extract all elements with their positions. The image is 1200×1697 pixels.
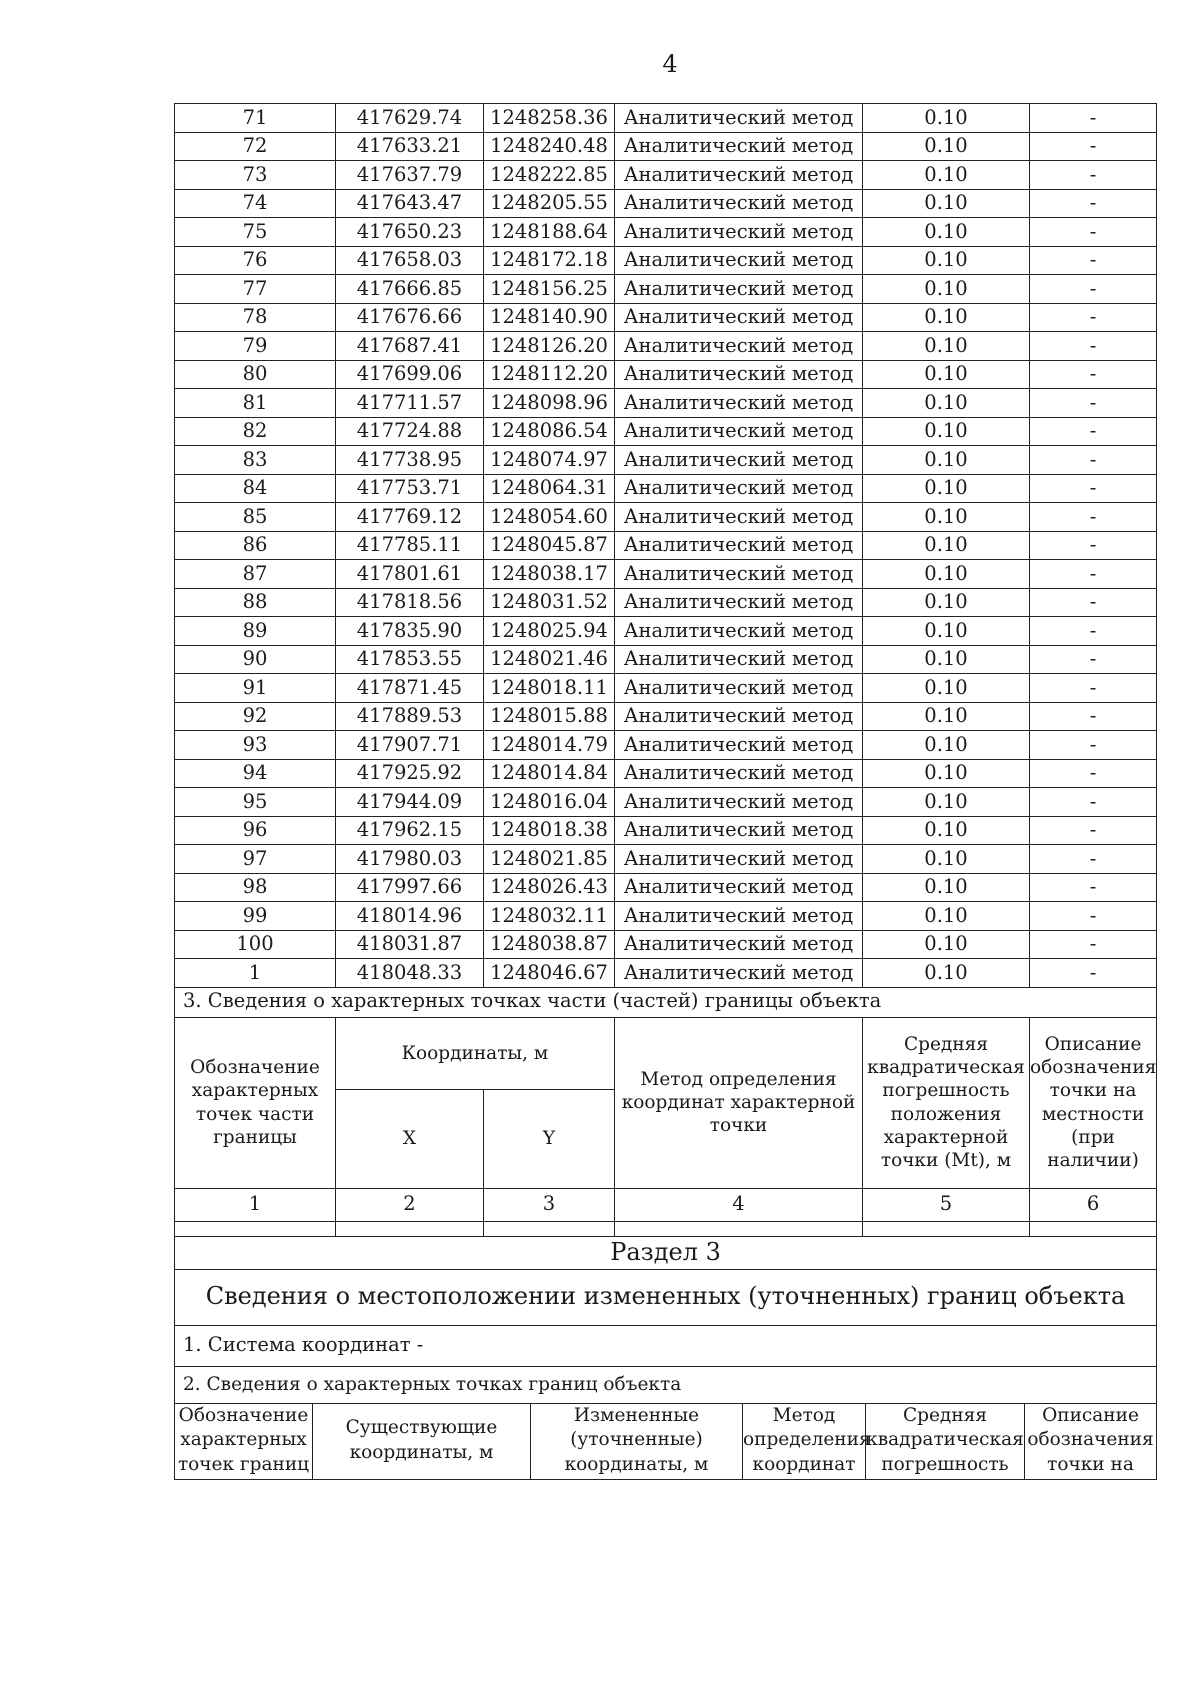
point-number-cell: 78 bbox=[175, 303, 336, 332]
col-header-error: Средняя квадратическая погрешность положения характерной точки (Mt), м bbox=[863, 1017, 1030, 1188]
col-header-description: Описание обозначения точки на местности (при наличии) bbox=[1030, 1017, 1157, 1188]
table-row bbox=[175, 360, 1157, 389]
point-number-cell: 90 bbox=[175, 645, 336, 674]
point-number-cell: 91 bbox=[175, 674, 336, 703]
description-cell: - bbox=[1030, 788, 1157, 817]
coord-x-cell: 417769.12 bbox=[336, 503, 484, 532]
coord-x-cell: 417962.15 bbox=[336, 816, 484, 845]
coord-y-cell: 1248205.55 bbox=[484, 189, 615, 218]
point-number-cell: 100 bbox=[175, 930, 336, 959]
method-cell: Аналитический метод bbox=[615, 788, 863, 817]
table-row bbox=[175, 930, 1157, 959]
description-cell: - bbox=[1030, 275, 1157, 304]
coord-y-cell: 1248054.60 bbox=[484, 503, 615, 532]
method-cell: Аналитический метод bbox=[615, 503, 863, 532]
point-number-cell: 93 bbox=[175, 731, 336, 760]
table-row bbox=[175, 674, 1157, 703]
table-row bbox=[175, 503, 1157, 532]
points-section-title: 2. Сведения о характерных точках границ объекта bbox=[175, 1366, 1157, 1403]
error-value-cell: 0.10 bbox=[863, 275, 1030, 304]
error-value-cell: 0.10 bbox=[863, 617, 1030, 646]
table-row bbox=[175, 788, 1157, 817]
method-cell: Аналитический метод bbox=[615, 588, 863, 617]
error-value-cell: 0.10 bbox=[863, 930, 1030, 959]
description-cell: - bbox=[1030, 218, 1157, 247]
coord-y-cell: 1248156.25 bbox=[484, 275, 615, 304]
description-cell: - bbox=[1030, 332, 1157, 361]
section-subtitle: Сведения о местоположении измененных (уточненных) границ объекта bbox=[175, 1269, 1157, 1325]
coord-x-cell: 417633.21 bbox=[336, 132, 484, 161]
coord-y-cell: 1248140.90 bbox=[484, 303, 615, 332]
empty-cell bbox=[175, 1221, 336, 1236]
col-number-4: 4 bbox=[615, 1188, 863, 1221]
description-cell: - bbox=[1030, 645, 1157, 674]
coord-y-cell: 1248064.31 bbox=[484, 474, 615, 503]
parts-section-title: 3. Сведения о характерных точках части (частей) границы объекта bbox=[175, 987, 1157, 1018]
section-heading: Раздел 3 bbox=[175, 1236, 1157, 1269]
coord-y-cell: 1248098.96 bbox=[484, 389, 615, 418]
coord-x-cell: 417753.71 bbox=[336, 474, 484, 503]
coord-y-cell: 1248031.52 bbox=[484, 588, 615, 617]
col-header-designation: Обозначение характерных точек границ bbox=[175, 1403, 313, 1480]
error-value-cell: 0.10 bbox=[863, 959, 1030, 988]
point-number-cell: 80 bbox=[175, 360, 336, 389]
coord-y-cell: 1248016.04 bbox=[484, 788, 615, 817]
col-number-2: 2 bbox=[336, 1188, 484, 1221]
error-value-cell: 0.10 bbox=[863, 360, 1030, 389]
error-value-cell: 0.10 bbox=[863, 218, 1030, 247]
description-cell: - bbox=[1030, 474, 1157, 503]
coord-x-cell: 417711.57 bbox=[336, 389, 484, 418]
method-cell: Аналитический метод bbox=[615, 759, 863, 788]
point-number-cell: 97 bbox=[175, 845, 336, 874]
description-cell: - bbox=[1030, 560, 1157, 589]
description-cell: - bbox=[1030, 389, 1157, 418]
method-cell: Аналитический метод bbox=[615, 132, 863, 161]
coord-y-cell: 1248015.88 bbox=[484, 702, 615, 731]
col-header-method: Метод определения координат bbox=[743, 1403, 866, 1480]
method-cell: Аналитический метод bbox=[615, 674, 863, 703]
table-row bbox=[175, 104, 1157, 133]
table-row bbox=[175, 218, 1157, 247]
point-number-cell: 86 bbox=[175, 531, 336, 560]
table-row bbox=[175, 303, 1157, 332]
coord-y-cell: 1248074.97 bbox=[484, 446, 615, 475]
error-value-cell: 0.10 bbox=[863, 503, 1030, 532]
description-cell: - bbox=[1030, 246, 1157, 275]
description-cell: - bbox=[1030, 873, 1157, 902]
error-value-cell: 0.10 bbox=[863, 731, 1030, 760]
coord-y-cell: 1248112.20 bbox=[484, 360, 615, 389]
error-value-cell: 0.10 bbox=[863, 674, 1030, 703]
coord-x-cell: 417738.95 bbox=[336, 446, 484, 475]
coord-x-cell: 417699.06 bbox=[336, 360, 484, 389]
error-value-cell: 0.10 bbox=[863, 132, 1030, 161]
col-header-y: Y bbox=[484, 1089, 615, 1188]
point-number-cell: 73 bbox=[175, 161, 336, 190]
error-value-cell: 0.10 bbox=[863, 560, 1030, 589]
col-header-existing: Существующие координаты, м bbox=[313, 1403, 531, 1480]
description-cell: - bbox=[1030, 588, 1157, 617]
coord-x-cell: 417853.55 bbox=[336, 645, 484, 674]
point-number-cell: 98 bbox=[175, 873, 336, 902]
method-cell: Аналитический метод bbox=[615, 531, 863, 560]
coord-y-cell: 1248021.85 bbox=[484, 845, 615, 874]
coord-x-cell: 417801.61 bbox=[336, 560, 484, 589]
description-cell: - bbox=[1030, 360, 1157, 389]
col-number-6: 6 bbox=[1030, 1188, 1157, 1221]
error-value-cell: 0.10 bbox=[863, 788, 1030, 817]
col-header-x: X bbox=[336, 1089, 484, 1188]
method-cell: Аналитический метод bbox=[615, 161, 863, 190]
table-row bbox=[175, 474, 1157, 503]
error-value-cell: 0.10 bbox=[863, 474, 1030, 503]
boundary-points-table bbox=[174, 103, 1157, 988]
coord-x-cell: 417658.03 bbox=[336, 246, 484, 275]
coord-x-cell: 417997.66 bbox=[336, 873, 484, 902]
empty-cell bbox=[336, 1221, 484, 1236]
point-number-cell: 79 bbox=[175, 332, 336, 361]
table-row bbox=[175, 588, 1157, 617]
coord-x-cell: 417676.66 bbox=[336, 303, 484, 332]
coord-y-cell: 1248014.84 bbox=[484, 759, 615, 788]
description-cell: - bbox=[1030, 674, 1157, 703]
point-number-cell: 1 bbox=[175, 959, 336, 988]
col-number-3: 3 bbox=[484, 1188, 615, 1221]
method-cell: Аналитический метод bbox=[615, 731, 863, 760]
method-cell: Аналитический метод bbox=[615, 930, 863, 959]
description-cell: - bbox=[1030, 902, 1157, 931]
table-row bbox=[175, 873, 1157, 902]
description-cell: - bbox=[1030, 417, 1157, 446]
error-value-cell: 0.10 bbox=[863, 161, 1030, 190]
point-number-cell: 85 bbox=[175, 503, 336, 532]
point-number-cell: 87 bbox=[175, 560, 336, 589]
col-number-5: 5 bbox=[863, 1188, 1030, 1221]
point-number-cell: 74 bbox=[175, 189, 336, 218]
coord-x-cell: 418048.33 bbox=[336, 959, 484, 988]
description-cell: - bbox=[1030, 132, 1157, 161]
coord-x-cell: 417889.53 bbox=[336, 702, 484, 731]
point-number-cell: 83 bbox=[175, 446, 336, 475]
coord-x-cell: 417980.03 bbox=[336, 845, 484, 874]
error-value-cell: 0.10 bbox=[863, 816, 1030, 845]
point-number-cell: 88 bbox=[175, 588, 336, 617]
point-number-cell: 95 bbox=[175, 788, 336, 817]
col-header-error: Средняя квадратическая погрешность bbox=[866, 1403, 1025, 1480]
error-value-cell: 0.10 bbox=[863, 389, 1030, 418]
table-row bbox=[175, 959, 1157, 988]
error-value-cell: 0.10 bbox=[863, 759, 1030, 788]
method-cell: Аналитический метод bbox=[615, 104, 863, 133]
method-cell: Аналитический метод bbox=[615, 702, 863, 731]
point-number-cell: 75 bbox=[175, 218, 336, 247]
description-cell: - bbox=[1030, 930, 1157, 959]
table-row bbox=[175, 246, 1157, 275]
error-value-cell: 0.10 bbox=[863, 189, 1030, 218]
table-row bbox=[175, 902, 1157, 931]
method-cell: Аналитический метод bbox=[615, 189, 863, 218]
table-row bbox=[175, 446, 1157, 475]
point-number-cell: 92 bbox=[175, 702, 336, 731]
description-cell: - bbox=[1030, 503, 1157, 532]
description-cell: - bbox=[1030, 617, 1157, 646]
point-number-cell: 89 bbox=[175, 617, 336, 646]
col-header-method: Метод определения координат характерной точки bbox=[615, 1017, 863, 1188]
description-cell: - bbox=[1030, 189, 1157, 218]
col-header-description: Описание обозначения точки на bbox=[1025, 1403, 1157, 1480]
point-number-cell: 99 bbox=[175, 902, 336, 931]
method-cell: Аналитический метод bbox=[615, 845, 863, 874]
empty-cell bbox=[484, 1221, 615, 1236]
coord-x-cell: 417666.85 bbox=[336, 275, 484, 304]
coord-y-cell: 1248018.11 bbox=[484, 674, 615, 703]
error-value-cell: 0.10 bbox=[863, 303, 1030, 332]
table-row bbox=[175, 731, 1157, 760]
coord-y-cell: 1248172.18 bbox=[484, 246, 615, 275]
document-sheet bbox=[174, 103, 1156, 1480]
description-cell: - bbox=[1030, 702, 1157, 731]
table-row bbox=[175, 417, 1157, 446]
method-cell: Аналитический метод bbox=[615, 902, 863, 931]
point-number-cell: 71 bbox=[175, 104, 336, 133]
coord-x-cell: 417907.71 bbox=[336, 731, 484, 760]
coord-x-cell: 417785.11 bbox=[336, 531, 484, 560]
table-row bbox=[175, 132, 1157, 161]
coord-x-cell: 417643.47 bbox=[336, 189, 484, 218]
empty-cell bbox=[863, 1221, 1030, 1236]
coord-y-cell: 1248046.67 bbox=[484, 959, 615, 988]
method-cell: Аналитический метод bbox=[615, 303, 863, 332]
point-number-cell: 94 bbox=[175, 759, 336, 788]
method-cell: Аналитический метод bbox=[615, 645, 863, 674]
error-value-cell: 0.10 bbox=[863, 246, 1030, 275]
table-row bbox=[175, 275, 1157, 304]
method-cell: Аналитический метод bbox=[615, 560, 863, 589]
coord-x-cell: 417925.92 bbox=[336, 759, 484, 788]
col-header-designation: Обозначение характерных точек части границы bbox=[175, 1017, 336, 1188]
point-number-cell: 72 bbox=[175, 132, 336, 161]
coord-y-cell: 1248222.85 bbox=[484, 161, 615, 190]
coord-y-cell: 1248025.94 bbox=[484, 617, 615, 646]
coord-x-cell: 417944.09 bbox=[336, 788, 484, 817]
error-value-cell: 0.10 bbox=[863, 902, 1030, 931]
coord-y-cell: 1248086.54 bbox=[484, 417, 615, 446]
description-cell: - bbox=[1030, 731, 1157, 760]
method-cell: Аналитический метод bbox=[615, 417, 863, 446]
method-cell: Аналитический метод bbox=[615, 218, 863, 247]
error-value-cell: 0.10 bbox=[863, 446, 1030, 475]
error-value-cell: 0.10 bbox=[863, 645, 1030, 674]
description-cell: - bbox=[1030, 161, 1157, 190]
coord-x-cell: 417650.23 bbox=[336, 218, 484, 247]
point-number-cell: 84 bbox=[175, 474, 336, 503]
error-value-cell: 0.10 bbox=[863, 417, 1030, 446]
description-cell: - bbox=[1030, 104, 1157, 133]
error-value-cell: 0.10 bbox=[863, 332, 1030, 361]
error-value-cell: 0.10 bbox=[863, 873, 1030, 902]
coord-y-cell: 1248038.87 bbox=[484, 930, 615, 959]
coord-x-cell: 417835.90 bbox=[336, 617, 484, 646]
coord-y-cell: 1248021.46 bbox=[484, 645, 615, 674]
col-header-changed: Измененные (уточненные) координаты, м bbox=[531, 1403, 743, 1480]
coord-x-cell: 417687.41 bbox=[336, 332, 484, 361]
table-row bbox=[175, 816, 1157, 845]
description-cell: - bbox=[1030, 531, 1157, 560]
col-number-1: 1 bbox=[175, 1188, 336, 1221]
table-row bbox=[175, 531, 1157, 560]
coord-y-cell: 1248018.38 bbox=[484, 816, 615, 845]
coord-y-cell: 1248026.43 bbox=[484, 873, 615, 902]
method-cell: Аналитический метод bbox=[615, 959, 863, 988]
coord-y-cell: 1248126.20 bbox=[484, 332, 615, 361]
description-cell: - bbox=[1030, 816, 1157, 845]
method-cell: Аналитический метод bbox=[615, 617, 863, 646]
table-row bbox=[175, 845, 1157, 874]
description-cell: - bbox=[1030, 446, 1157, 475]
coord-x-cell: 417818.56 bbox=[336, 588, 484, 617]
empty-cell bbox=[615, 1221, 863, 1236]
description-cell: - bbox=[1030, 303, 1157, 332]
table-row bbox=[175, 759, 1157, 788]
table-row bbox=[175, 389, 1157, 418]
changed-boundary-points-table bbox=[174, 1403, 1157, 1480]
coord-y-cell: 1248014.79 bbox=[484, 731, 615, 760]
point-number-cell: 81 bbox=[175, 389, 336, 418]
table-row bbox=[175, 702, 1157, 731]
coord-y-cell: 1248045.87 bbox=[484, 531, 615, 560]
table-row bbox=[175, 645, 1157, 674]
coord-x-cell: 417871.45 bbox=[336, 674, 484, 703]
table-row bbox=[175, 617, 1157, 646]
coord-y-cell: 1248240.48 bbox=[484, 132, 615, 161]
page-number: 4 bbox=[662, 50, 678, 78]
coord-y-cell: 1248032.11 bbox=[484, 902, 615, 931]
method-cell: Аналитический метод bbox=[615, 446, 863, 475]
method-cell: Аналитический метод bbox=[615, 275, 863, 304]
method-cell: Аналитический метод bbox=[615, 474, 863, 503]
method-cell: Аналитический метод bbox=[615, 873, 863, 902]
empty-cell bbox=[1030, 1221, 1157, 1236]
coord-system-line: 1. Система координат - bbox=[175, 1325, 1157, 1366]
coord-x-cell: 418014.96 bbox=[336, 902, 484, 931]
method-cell: Аналитический метод bbox=[615, 816, 863, 845]
coord-y-cell: 1248258.36 bbox=[484, 104, 615, 133]
description-cell: - bbox=[1030, 759, 1157, 788]
table-row bbox=[175, 161, 1157, 190]
point-number-cell: 82 bbox=[175, 417, 336, 446]
method-cell: Аналитический метод bbox=[615, 360, 863, 389]
table-row bbox=[175, 560, 1157, 589]
coord-y-cell: 1248188.64 bbox=[484, 218, 615, 247]
description-cell: - bbox=[1030, 845, 1157, 874]
coord-x-cell: 418031.87 bbox=[336, 930, 484, 959]
point-number-cell: 76 bbox=[175, 246, 336, 275]
coord-y-cell: 1248038.17 bbox=[484, 560, 615, 589]
error-value-cell: 0.10 bbox=[863, 588, 1030, 617]
point-number-cell: 96 bbox=[175, 816, 336, 845]
description-cell: - bbox=[1030, 959, 1157, 988]
table-row bbox=[175, 189, 1157, 218]
method-cell: Аналитический метод bbox=[615, 246, 863, 275]
part-boundary-points-table bbox=[174, 987, 1157, 1404]
coord-x-cell: 417724.88 bbox=[336, 417, 484, 446]
error-value-cell: 0.10 bbox=[863, 845, 1030, 874]
col-header-coords: Координаты, м bbox=[336, 1017, 615, 1089]
error-value-cell: 0.10 bbox=[863, 104, 1030, 133]
method-cell: Аналитический метод bbox=[615, 332, 863, 361]
coord-x-cell: 417629.74 bbox=[336, 104, 484, 133]
point-number-cell: 77 bbox=[175, 275, 336, 304]
coord-x-cell: 417637.79 bbox=[336, 161, 484, 190]
error-value-cell: 0.10 bbox=[863, 531, 1030, 560]
table-row bbox=[175, 332, 1157, 361]
error-value-cell: 0.10 bbox=[863, 702, 1030, 731]
method-cell: Аналитический метод bbox=[615, 389, 863, 418]
